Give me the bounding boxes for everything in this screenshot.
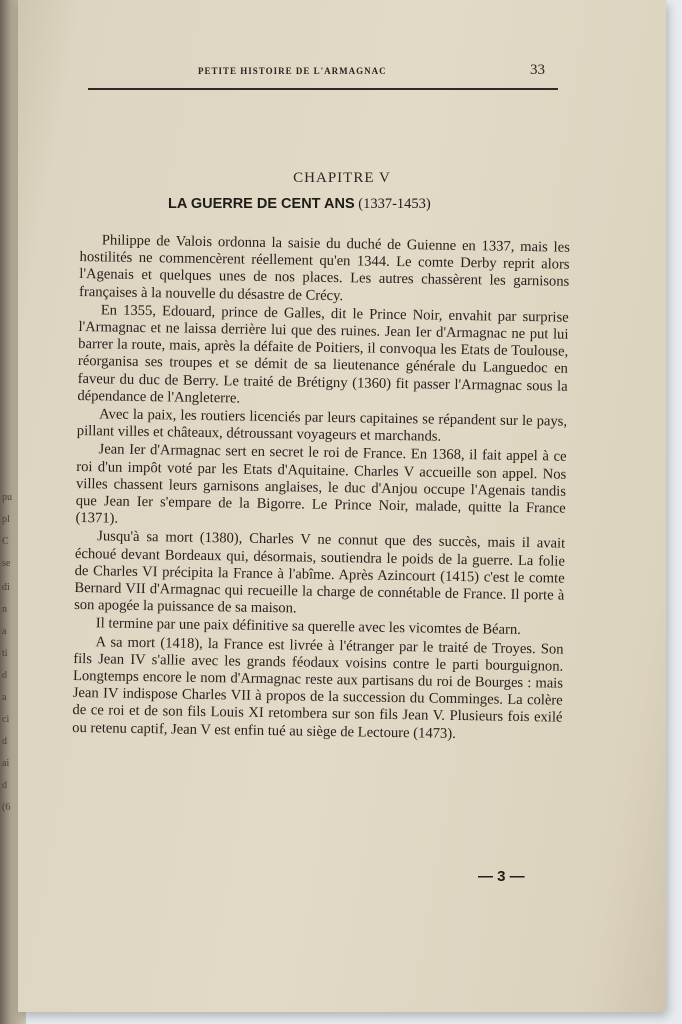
book-page (18, 0, 666, 1012)
paragraph: Il termine par une paix définitive sa querelle avec les vicomtes de Béarn. (95, 615, 521, 639)
running-header (88, 58, 558, 90)
page-number: 33 (530, 62, 545, 78)
left-fragment: a (2, 692, 7, 703)
left-fragment: ti (2, 648, 8, 659)
left-fragment: n (2, 604, 7, 615)
chapter-label: CHAPITRE V (293, 170, 391, 186)
left-fragment: di (2, 582, 10, 593)
left-fragment: ci (2, 714, 10, 725)
left-fragment: C (2, 536, 9, 547)
left-fragment: d (2, 780, 7, 791)
running-header-title: PETITE HISTOIRE DE L'ARMAGNAC (198, 66, 387, 76)
left-fragment: a (2, 626, 7, 637)
left-fragment: se (2, 558, 11, 569)
left-fragment: pu (2, 492, 12, 503)
left-fragment: ai (2, 758, 10, 769)
footer-page-marker: — 3 — (478, 868, 525, 885)
left-fragment: (6 (2, 802, 11, 813)
chapter-title (168, 196, 431, 213)
paragraph: Philippe de Valois ordonna la saisie du duché de Guienne en 1337, mais les hostilités ne commencèrent réellement qu'en 1344. Le comte Derby reprit alors l'Agenais et quelques unes de nos places. Les autres chassèrent les garnisons françaises à la nouvelle du désastre de Crécy. (78, 232, 570, 304)
left-fragment: d (2, 736, 7, 747)
paragraph: A sa mort (1418), la France est livrée à l'étranger par le traité de Troyes. Son fils Jean IV s'allie avec les grands féodaux voisins contre le parti bourguignon. Longtemps encore le nom d'Armagnac reste aux partisans du roi de Bourges : mais Jean IV indispose Charles VII à propos de la succession du Comminges. La colère de ce roi et de son fils Louis XI retombera sur son fils Jean V. Plusieurs fois exilé ou retenu captif, Jean V est enfin tué au siège de Lectoure (1473). (72, 633, 564, 742)
paragraph: Jean Ier d'Armagnac sert en secret le roi de France. En 1368, il fait appel à ce roi d'un impôt voté par les Etats d'Aquitaine. Charles V accueille son appel. Nos villes chassent leurs garnisons anglaises, le duc d'Anjou occupe l'Agenais tandis que Jean Ier s'empare de la Bigorre. Le Prince Noir, malade, quitte la France (1371). (75, 441, 567, 527)
paragraph: Avec la paix, les routiers licenciés par leurs capitaines se répandent sur le pays, pillant villes et châteaux, détroussant voyageurs et marchands. (76, 406, 568, 445)
paragraph: Jusqu'à sa mort (1380), Charles V ne connut que des succès, mais il avait échoué devant Bordeaux qui, désormais, soutiendra le poids de la guerre. La folie de Charles VI précipita la France à l'abîme. Après Azincourt (1415) c'est le comte Bernard VII d'Armagnac qui recueille la charge de connétable de France. Il porte à son apogée la puissance de sa maison. (74, 528, 566, 617)
body-text (72, 232, 570, 745)
left-fragment: d (2, 670, 7, 681)
left-fragment: pl (2, 514, 10, 525)
chapter-title-dates: (1337-1453) (358, 196, 431, 212)
paragraph: En 1355, Edouard, prince de Galles, dit le Prince Noir, envahit par surprise l'Armagnac et ne laissa derrière lui que des ruines. Jean Ier d'Armagnac ne put lui barrer la route, mais, après la défaite de Poitiers, il convoqua les Etats de Toulouse, réorganisa ses troupes et se démit de sa lieutenance générale du Languedoc en faveur du duc de Berry. Le traité de Brétigny (1360) fit passer l'Armagnac sous la dépendance de l'Angleterre. (77, 302, 569, 407)
chapter-title-text: LA GUERRE DE CENT ANS (168, 196, 355, 212)
